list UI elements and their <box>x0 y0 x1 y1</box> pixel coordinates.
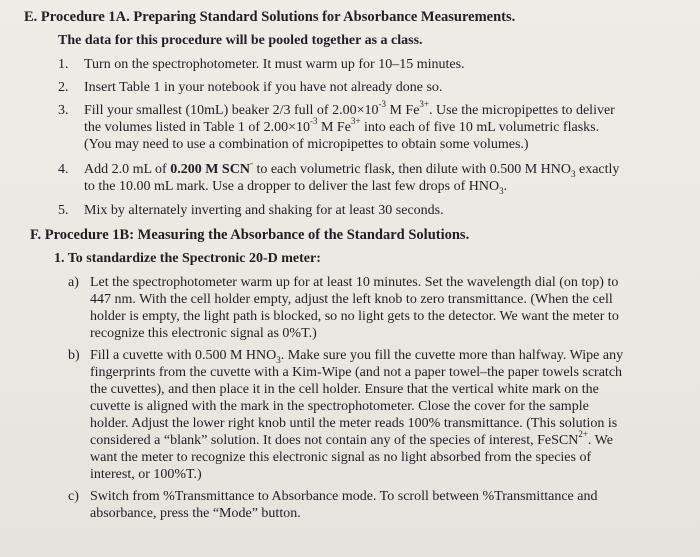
item-b-line-4: cuvette is aligned with the mark in the spectrophotometer. Close the cover for the sample <box>90 399 589 414</box>
step-3-line-2: the volumes listed in Table 1 of $2.00\times 10^{-3}$ M $Fe^{3+}$ into each of five 10 mL volumetric flasks. <box>84 116 600 135</box>
step-4-line-2: to the 10.00 mL mark. Use a dropper to deliver the last few drops of $HNO_3$. <box>84 179 508 196</box>
step-4-line-1: Add 2.0 mL of 0.200 M SCN- to each volumetric flask, then dilute with 0.500 M $HNO_3$ exactly <box>84 158 620 179</box>
item-a-line-3: holder is empty, the light path is blocked, so no light gets to the detector. We want the meter to <box>90 309 619 324</box>
step-4-number: 4. <box>58 162 69 177</box>
item-c-line-2: absorbance, press the “Mode” button. <box>90 506 301 521</box>
step-2-number: 2. <box>58 80 69 95</box>
item-b-line-2: fingerprints from the cuvette with a Kim-Wipe (and not a paper towel–the paper towels scratch <box>90 365 623 380</box>
step-5-number: 5. <box>58 203 69 218</box>
section-f-subheading: 1. To standardize the Spectronic 20-D meter: <box>54 251 321 266</box>
item-b-line-8: interest, or 100%T.) <box>90 467 202 482</box>
item-c-letter: c) <box>68 489 79 504</box>
item-b-letter: b) <box>68 348 80 363</box>
step-3-line-1: Fill your smallest (10mL) beaker 2/3 full of $2.00\times 10^{-3}$ M $Fe^{3+}$. Use the micropipettes to deliver <box>84 99 615 118</box>
step-1-number: 1. <box>58 57 69 72</box>
step-2-text: Insert Table 1 in your notebook if you have not already done so. <box>84 80 443 95</box>
item-b-line-5: holder. Adjust the lower right knob until the meter reads 100% transmittance. (This solution is <box>90 416 618 431</box>
item-a-letter: a) <box>68 275 79 290</box>
item-b-line-7: want the meter to recognize this electronic signal as no light absorbed from the species of <box>90 450 592 465</box>
item-b-line-1: Fill a cuvette with 0.500 M $HNO_3$. Make sure you fill the cuvette more than halfway. Wipe any <box>90 348 624 365</box>
item-a-line-2: 447 nm. With the cell holder empty, adjust the left knob to zero transmittance. (When the cell <box>90 292 613 307</box>
item-b-line-3: the cuvettes), and then place it in the cell holder. Ensure that the vertical white mark on the <box>90 382 599 397</box>
section-f-heading: F. Procedure 1B: Measuring the Absorbance of the Standard Solutions. <box>30 227 470 243</box>
step-3-line-3: (You may need to use a combination of micropipettes to obtain some volumes.) <box>84 137 529 152</box>
item-b-line-6: considered a “blank” solution. It does not contain any of the species of interest, FeSCN$^{2+}$. We <box>90 429 613 448</box>
item-a-line-1: Let the spectrophotometer warm up for at least 10 minutes. Set the wavelength dial (on top) to <box>90 275 619 290</box>
section-e-note: The data for this procedure will be pooled together as a class. <box>58 33 423 48</box>
step-1-text: Turn on the spectrophotometer. It must warm up for 10–15 minutes. <box>84 57 465 72</box>
section-e-heading: E. Procedure 1A. Preparing Standard Solutions for Absorbance Measurements. <box>24 9 516 25</box>
step-5-text: Mix by alternately inverting and shaking for at least 30 seconds. <box>84 203 444 218</box>
item-a-line-4: recognize this electronic signal as 0%T.) <box>90 326 317 341</box>
item-c-line-1: Switch from %Transmittance to Absorbance mode. To scroll between %Transmittance and <box>90 489 598 504</box>
step-3-number: 3. <box>58 103 69 118</box>
